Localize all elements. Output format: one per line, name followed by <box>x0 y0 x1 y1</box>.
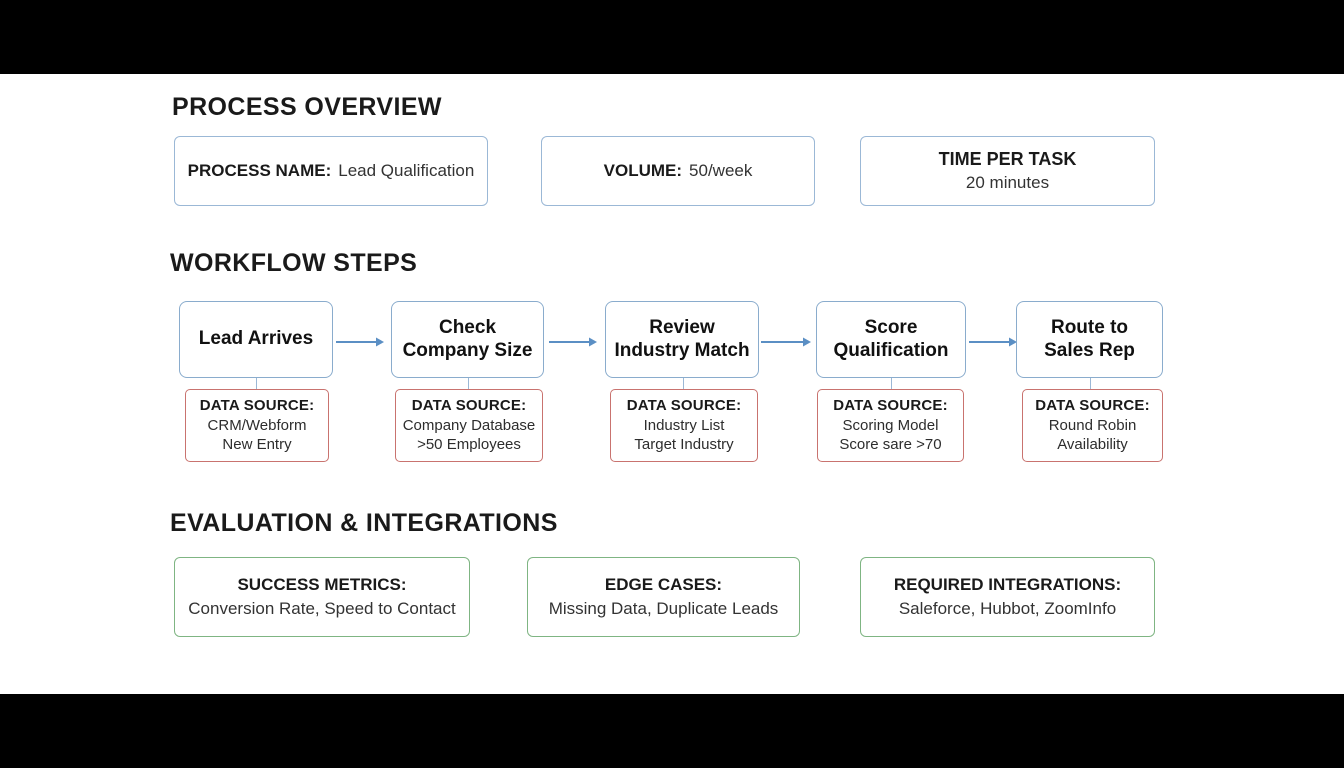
arrow-icon-4-5 <box>969 336 1019 348</box>
workflow-step-3-line1: Review <box>649 317 715 339</box>
workflow-step-4-title <box>833 317 948 362</box>
workflow-step-1[interactable] <box>179 301 333 378</box>
data-source-2-label: DATA SOURCE: <box>411 396 527 414</box>
data-source-2-line1: Company Database <box>402 416 536 434</box>
volume-value: 50/week <box>689 161 753 180</box>
data-source-2-line2: >50 Employees <box>417 436 521 454</box>
required-integrations-label: REQUIRED INTEGRATIONS: <box>893 575 1122 594</box>
section-title-workflow-steps: WORKFLOW STEPS <box>170 249 418 277</box>
arrow-icon-1-2 <box>336 336 386 348</box>
edge-cases-value: Missing Data, Duplicate Leads <box>548 599 779 618</box>
edge-cases-label: EDGE CASES: <box>604 575 723 594</box>
workflow-step-5-line1: Route to <box>1050 317 1129 339</box>
workflow-step-3[interactable] <box>605 301 759 378</box>
data-source-3 <box>610 389 758 462</box>
data-source-3-line1: Industry List <box>643 416 725 434</box>
data-source-4 <box>817 389 964 462</box>
section-title-process-overview: PROCESS OVERVIEW <box>172 93 442 121</box>
data-source-1-line2: New Entry <box>222 436 292 454</box>
workflow-step-5[interactable] <box>1016 301 1163 378</box>
data-source-4-line1: Scoring Model <box>842 416 939 434</box>
diagram-canvas <box>0 74 1344 694</box>
data-source-2 <box>395 389 543 462</box>
volume-label: VOLUME: <box>603 161 683 180</box>
process-name-card <box>174 136 488 206</box>
connector-step-5 <box>1090 378 1091 389</box>
workflow-step-2-title <box>403 317 533 362</box>
connector-step-1 <box>256 378 257 389</box>
connector-step-2 <box>468 378 469 389</box>
time-per-task-value: 20 minutes <box>965 173 1050 192</box>
workflow-step-4-line1: Score <box>864 317 918 339</box>
workflow-step-4[interactable] <box>816 301 966 378</box>
data-source-5-label: DATA SOURCE: <box>1035 396 1150 414</box>
workflow-step-4-line2: Qualification <box>833 339 949 361</box>
workflow-step-5-title <box>1044 317 1135 362</box>
connector-step-4 <box>891 378 892 389</box>
data-source-3-line2: Target Industry <box>634 436 734 454</box>
data-source-1-line1: CRM/Webform <box>207 416 307 434</box>
workflow-step-1-title: Lead Arrives <box>198 328 314 350</box>
workflow-step-5-line2: Sales Rep <box>1044 339 1135 361</box>
data-source-4-label: DATA SOURCE: <box>833 396 948 414</box>
workflow-step-2-line1: Check <box>438 317 497 339</box>
section-title-evaluation-integrations: EVALUATION & INTEGRATIONS <box>170 509 558 537</box>
data-source-5-line2: Availability <box>1057 436 1128 454</box>
success-metrics-card <box>174 557 470 637</box>
arrow-icon-2-3 <box>549 336 599 348</box>
connector-step-3 <box>683 378 684 389</box>
data-source-5 <box>1022 389 1163 462</box>
workflow-step-3-line2: Industry Match <box>614 339 750 361</box>
success-metrics-label: SUCCESS METRICS: <box>237 575 407 594</box>
workflow-step-2-line2: Company Size <box>402 339 533 361</box>
success-metrics-value: Conversion Rate, Speed to Contact <box>188 599 456 618</box>
time-per-task-label: TIME PER TASK <box>938 149 1077 169</box>
volume-card <box>541 136 815 206</box>
workflow-step-3-title <box>614 317 749 362</box>
workflow-step-2[interactable] <box>391 301 544 378</box>
edge-cases-card <box>527 557 800 637</box>
process-name-value: Lead Qualification <box>338 161 475 180</box>
data-source-3-label: DATA SOURCE: <box>626 396 742 414</box>
process-name-label: PROCESS NAME: <box>187 161 332 180</box>
required-integrations-card <box>860 557 1155 637</box>
data-source-1 <box>185 389 329 462</box>
required-integrations-value: Saleforce, Hubbot, ZoomInfo <box>898 599 1117 618</box>
arrow-icon-3-4 <box>761 336 813 348</box>
data-source-5-line1: Round Robin <box>1048 416 1137 434</box>
time-per-task-card <box>860 136 1155 206</box>
data-source-1-label: DATA SOURCE: <box>199 396 315 414</box>
data-source-4-line2: Score sare >70 <box>839 436 942 454</box>
